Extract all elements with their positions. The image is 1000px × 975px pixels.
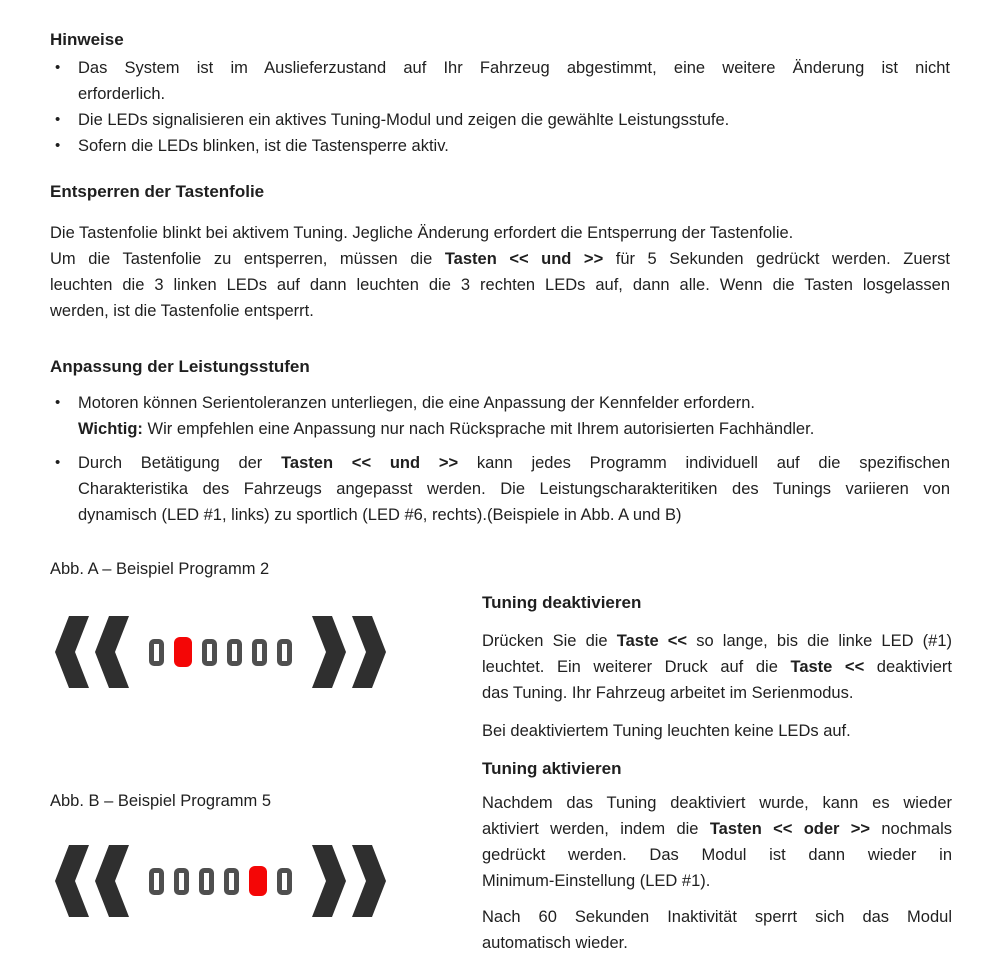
bottom-section xyxy=(0,540,1000,975)
text-line: Die Tastenfolie blinkt bei aktivem Tuning. Jegliche Änderung erfordert die Entsperrung der Tastenfolie. xyxy=(50,224,794,242)
text-line: leuchten die 3 linken LEDs auf dann leuchten die 3 rechten LEDs auf, dann alle. Wenn die Tasten losgelassen xyxy=(50,276,950,294)
text-line: dynamisch (LED #1, links) zu sportlich (LED #6, rechts).(Beispiele in Abb. A und B) xyxy=(78,506,682,524)
text-line xyxy=(78,450,950,476)
led-inactive xyxy=(252,639,267,666)
text-line: Das System ist im Auslieferzustand auf Ihr Fahrzeug abgestimmt, eine weitere Änderung ist nicht xyxy=(78,59,950,77)
double-chevron-left-icon xyxy=(55,616,129,688)
paragraph-deaktivieren xyxy=(482,628,952,706)
paragraph-aktivieren xyxy=(482,790,952,894)
text-line xyxy=(78,416,950,442)
bold-text-segment: Tasten << und >> xyxy=(444,250,604,268)
anpassung-bullet-list xyxy=(50,390,950,528)
figure-a-caption: Abb. A – Beispiel Programm 2 xyxy=(50,560,270,578)
text-segment: Drücken Sie die xyxy=(482,632,617,650)
bullet-text xyxy=(78,55,950,107)
led-inactive xyxy=(149,868,164,895)
text-segment: aktiviert werden, indem die xyxy=(482,820,710,838)
led-row xyxy=(149,637,292,667)
bold-text-segment: Tasten << oder >> xyxy=(709,820,871,838)
bullet-dot: • xyxy=(55,111,61,128)
led-row xyxy=(149,866,292,896)
figure-b-caption: Abb. B – Beispiel Programm 5 xyxy=(50,792,272,810)
text-line: Minimum-Einstellung (LED #1). xyxy=(482,872,711,890)
text-line: Nach 60 Sekunden Inaktivität sperrt sich das Modul xyxy=(482,908,952,926)
bold-text-segment: Tasten << und >> xyxy=(281,454,459,472)
led-active xyxy=(174,637,192,667)
bullet-item xyxy=(50,55,950,107)
led-display-figure-a xyxy=(55,616,386,688)
text-line: erforderlich. xyxy=(78,85,166,103)
text-line: gedrückt werden. Das Modul ist dann wieder in xyxy=(482,846,952,864)
text-line: Nachdem das Tuning deaktiviert wurde, kann es wieder xyxy=(482,794,952,812)
led-inactive xyxy=(277,868,292,895)
text-line: automatisch wieder. xyxy=(482,934,628,952)
bullet-dot: • xyxy=(55,59,61,76)
text-line xyxy=(482,654,952,680)
text-line: das Tuning. Ihr Fahrzeug arbeitet im Serienmodus. xyxy=(482,684,854,702)
heading-tuning-deaktivieren: Tuning deaktivieren xyxy=(482,593,642,612)
section-heading-anpassung: Anpassung der Leistungsstufen xyxy=(50,357,310,376)
led-inactive xyxy=(202,639,217,666)
bullet-text xyxy=(78,107,950,133)
text-line xyxy=(482,628,952,654)
text-segment: für 5 Sekunden gedrückt werden. Zuerst xyxy=(603,250,950,268)
entsperren-paragraph xyxy=(50,220,950,324)
bullet-item xyxy=(50,107,950,133)
text-segment: so lange, bis die linke LED (#1) xyxy=(687,632,953,650)
text-line: Motoren können Serientoleranzen unterliegen, die eine Anpassung der Kennfelder erfordern. xyxy=(78,394,755,412)
double-chevron-left-icon xyxy=(55,845,129,917)
text-line: Die LEDs signalisieren ein aktives Tuning-Modul und zeigen die gewählte Leistungsstufe. xyxy=(78,111,730,129)
text-line xyxy=(50,246,950,272)
bullet-dot: • xyxy=(55,394,61,411)
bullet-text xyxy=(78,390,950,442)
text-segment: leuchtet. Ein weiterer Druck auf die xyxy=(482,658,791,676)
led-active xyxy=(249,866,267,896)
text-line: Bei deaktiviertem Tuning leuchten keine LEDs auf. xyxy=(482,722,851,740)
text-segment: kann jedes Programm individuell auf die spezifischen xyxy=(458,454,950,472)
led-inactive xyxy=(199,868,214,895)
heading-tuning-aktivieren: Tuning aktivieren xyxy=(482,759,622,778)
led-inactive xyxy=(149,639,164,666)
bullet-item xyxy=(50,133,950,159)
bold-text-segment: Wichtig: xyxy=(78,420,143,438)
text-segment: Durch Betätigung der xyxy=(78,454,282,472)
text-line: Sofern die LEDs blinken, ist die Tastensperre aktiv. xyxy=(78,137,449,155)
led-inactive xyxy=(174,868,189,895)
bullet-text xyxy=(78,133,950,159)
section-heading-hinweise: Hinweise xyxy=(50,30,124,49)
led-inactive xyxy=(224,868,239,895)
led-display-figure-b xyxy=(55,845,386,917)
text-line: Charakteristika des Fahrzeugs angepasst werden. Die Leistungscharakteritiken des Tunings variieren von xyxy=(78,480,950,498)
double-chevron-right-icon xyxy=(312,845,386,917)
text-line: werden, ist die Tastenfolie entsperrt. xyxy=(50,302,314,320)
text-segment: nochmals xyxy=(870,820,952,838)
bullet-dot: • xyxy=(55,137,61,154)
text-segment: Wir empfehlen eine Anpassung nur nach Rücksprache mit Ihrem autorisierten Fachhändler. xyxy=(142,420,815,438)
bold-text-segment: Taste << xyxy=(616,632,688,650)
right-text-column xyxy=(482,592,952,956)
bullet-text xyxy=(78,450,950,528)
hinweise-bullet-list xyxy=(50,55,950,159)
led-inactive xyxy=(277,639,292,666)
text-segment: deaktiviert xyxy=(864,658,952,676)
double-chevron-right-icon xyxy=(312,616,386,688)
bold-text-segment: Taste << xyxy=(790,658,865,676)
paragraph-auto-sperre xyxy=(482,904,952,956)
paragraph-keine-leds xyxy=(482,718,952,744)
text-segment: Um die Tastenfolie zu entsperren, müssen die xyxy=(50,250,445,268)
bullet-item xyxy=(50,450,950,528)
section-heading-entsperren: Entsperren der Tastenfolie xyxy=(50,182,265,201)
text-line xyxy=(482,816,952,842)
bullet-item xyxy=(50,390,950,442)
bullet-dot: • xyxy=(55,454,61,471)
led-inactive xyxy=(227,639,242,666)
